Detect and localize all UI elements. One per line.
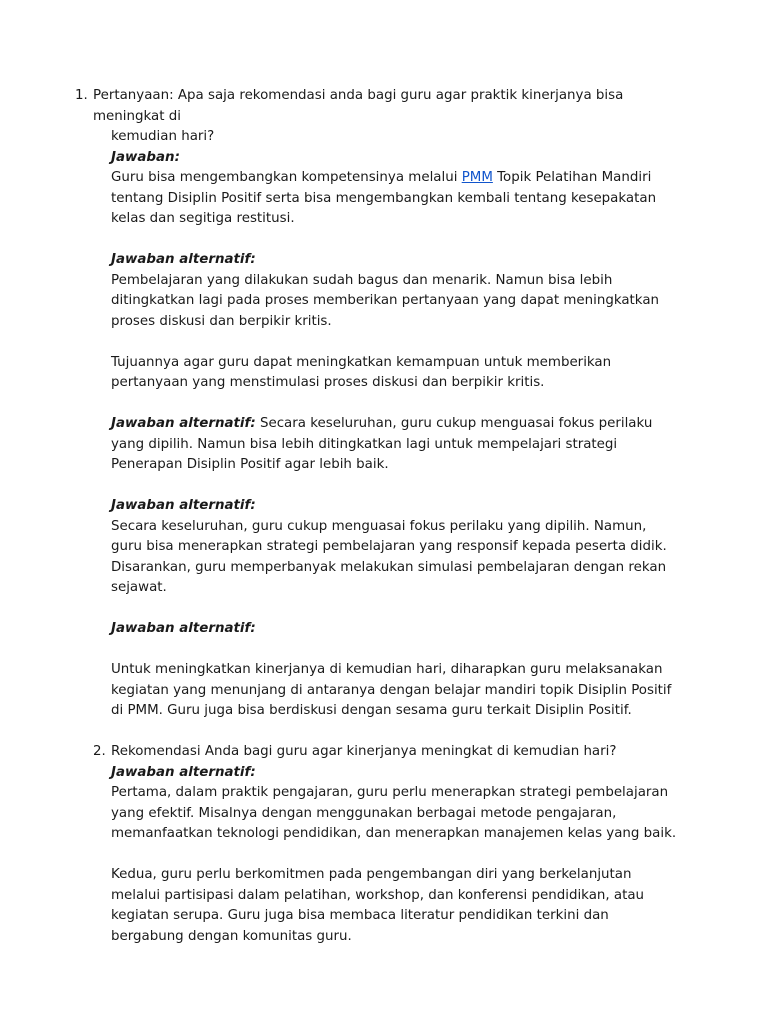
alt-4-paragraph: Untuk meningkatkan kinerjanya di kemudian hari, diharapkan guru melaksanakan kegiatan yang menunjang di antaranya dengan belajar mandiri topik Disiplin Positif di PMM. Guru juga bisa berdiskusi dengan sesama guru terkait Disiplin Positif. — [111, 662, 672, 718]
item-number: 2. — [93, 744, 106, 759]
alt-2-text: Secara keseluruhan, guru cukup menguasai fokus perilaku yang dipilih. Namun bisa lebih ditingkatkan lagi untuk mempelajari strategi Penerapan Disiplin Positif agar lebih baik. — [111, 416, 653, 472]
item-number: 1. — [75, 88, 88, 103]
alt-heading-1: Jawaban alternatif: — [111, 252, 256, 267]
item-2-paragraph-2: Kedua, guru perlu berkomitmen pada pengembangan diri yang berkelanjutan melalui partisipasi dalam pelatihan, workshop, dan konferensi pendidikan, atau kegiatan serupa. Guru juga bisa membaca literatur pendidikan terkini dan bergabung dengan komunitas guru. — [111, 867, 645, 944]
document-body — [0, 86, 768, 947]
alt-1-paragraph-2: Tujuannya agar guru dapat meningkatkan kemampuan untuk memberikan pertanyaan yang menstimulasi proses diskusi dan berpikir kritis. — [111, 354, 612, 390]
spacer — [111, 722, 681, 743]
question-text — [0, 86, 663, 127]
list-item-1 — [0, 86, 768, 742]
list-item-2 — [0, 742, 768, 947]
alt-2-paragraph — [111, 414, 681, 476]
spacer — [111, 332, 681, 353]
answer-block — [111, 763, 681, 948]
pmm-link[interactable]: PMM — [461, 170, 493, 185]
spacer — [111, 476, 681, 497]
alt-1-paragraph-1: Pembelajaran yang dilakukan sudah bagus dan menarik. Namun bisa lebih ditingkatkan lagi pada proses memberikan pertanyaan yang dapat meningkatkan proses diskusi dan berpikir kritis. — [111, 272, 660, 329]
spacer — [111, 599, 681, 620]
question-line-1: Pertanyaan: Apa saja rekomendasi anda bagi guru agar praktik kinerjanya bisa meningkat di — [93, 88, 624, 124]
jawaban-heading: Jawaban: — [111, 149, 180, 165]
alt-heading: Jawaban alternatif: — [111, 764, 256, 780]
spacer — [111, 845, 681, 866]
question-line-2: kemudian hari? — [111, 129, 215, 144]
jawaban-text-pre: Guru bisa mengembangkan kompetensinya melalui — [111, 170, 462, 185]
alt-heading-4: Jawaban alternatif: — [111, 621, 256, 636]
spacer — [111, 640, 681, 661]
alt-3-paragraph: Secara keseluruhan, guru cukup menguasai fokus perilaku yang dipilih. Namun, guru bisa menerapkan strategi pembelajaran yang responsif kepada peserta didik. Disarankan, guru memperbanyak melakukan simulasi pembelajaran dengan rekan sejawat. — [111, 518, 667, 595]
jawaban-text-post: Topik Pelatihan Mandiri tentang Disiplin Positif serta bisa mengembangkan kembali tentang kesepakatan kelas dan segitiga restitusi. — [111, 170, 657, 226]
alt-heading-2: Jawaban alternatif: — [111, 416, 256, 431]
jawaban-paragraph — [111, 168, 681, 230]
spacer — [111, 394, 681, 415]
alt-heading-3: Jawaban alternatif: — [111, 498, 256, 513]
answer-block — [111, 127, 681, 742]
question-text: Rekomendasi Anda bagi guru agar kinerjanya meningkat di kemudian hari? — [111, 744, 617, 759]
spacer — [111, 230, 681, 251]
item-2-paragraph-1: Pertama, dalam praktik pengajaran, guru perlu menerapkan strategi pembelajaran yang efektif. Misalnya dengan menggunakan berbagai metode pengajaran, memanfaatkan teknologi pendidikan, dan menerapkan manajemen kelas yang baik. — [111, 785, 677, 841]
